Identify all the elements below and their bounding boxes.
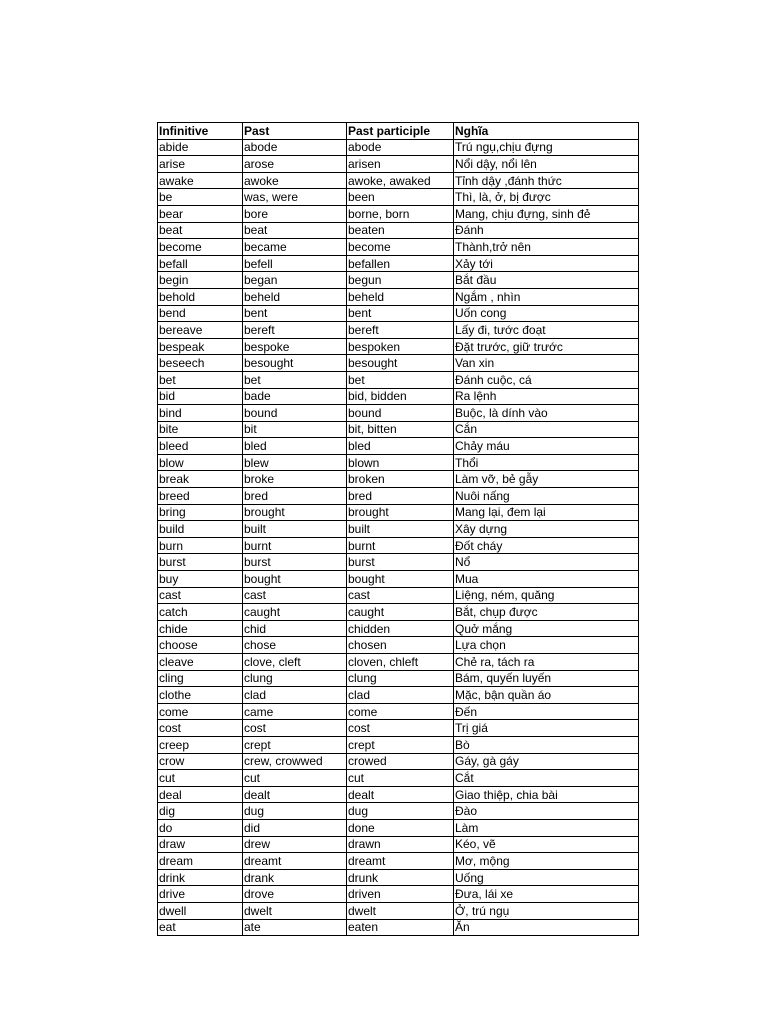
table-row — [158, 637, 639, 654]
cell-infinitive: bereave — [158, 322, 243, 339]
table-row — [158, 205, 639, 222]
cell-past-participle: bought — [347, 571, 454, 588]
cell-infinitive: bite — [158, 421, 243, 438]
cell-infinitive: dig — [158, 803, 243, 820]
cell-past-participle: crowed — [347, 753, 454, 770]
cell-meaning: Trú ngụ,chịu đựng — [454, 139, 639, 156]
table-row — [158, 305, 639, 322]
cell-infinitive: bind — [158, 405, 243, 422]
cell-infinitive: crow — [158, 753, 243, 770]
cell-meaning: Nổi dậy, nổi lên — [454, 156, 639, 173]
cell-infinitive: abide — [158, 139, 243, 156]
cell-infinitive: dwell — [158, 902, 243, 919]
cell-past: broke — [243, 471, 347, 488]
table-row — [158, 853, 639, 870]
cell-meaning: Van xin — [454, 355, 639, 372]
cell-past-participle: begun — [347, 272, 454, 289]
cell-infinitive: break — [158, 471, 243, 488]
table-row — [158, 836, 639, 853]
cell-meaning: Ngắm , nhìn — [454, 288, 639, 305]
cell-meaning: Xây dựng — [454, 521, 639, 538]
cell-infinitive: catch — [158, 604, 243, 621]
table-row — [158, 554, 639, 571]
cell-past: began — [243, 272, 347, 289]
cell-past-participle: done — [347, 819, 454, 836]
cell-past-participle: brought — [347, 504, 454, 521]
cell-meaning: Thành,trở nên — [454, 239, 639, 256]
table-row — [158, 488, 639, 505]
cell-infinitive: deal — [158, 786, 243, 803]
cell-infinitive: bid — [158, 388, 243, 405]
cell-infinitive: blow — [158, 454, 243, 471]
cell-infinitive: bespeak — [158, 338, 243, 355]
cell-infinitive: cleave — [158, 654, 243, 671]
table-header-row — [158, 123, 639, 140]
cell-past: was, were — [243, 189, 347, 206]
cell-meaning: Đào — [454, 803, 639, 820]
cell-infinitive: bring — [158, 504, 243, 521]
cell-infinitive: clothe — [158, 687, 243, 704]
cell-infinitive: burst — [158, 554, 243, 571]
table-row — [158, 322, 639, 339]
header-meaning: Nghĩa — [454, 123, 639, 140]
cell-infinitive: come — [158, 703, 243, 720]
cell-meaning: Đánh — [454, 222, 639, 239]
cell-infinitive: draw — [158, 836, 243, 853]
cell-meaning: Uốn cong — [454, 305, 639, 322]
cell-past-participle: bid, bidden — [347, 388, 454, 405]
cell-infinitive: burn — [158, 537, 243, 554]
cell-infinitive: awake — [158, 172, 243, 189]
cell-infinitive: drive — [158, 886, 243, 903]
cell-past: crept — [243, 736, 347, 753]
cell-past-participle: come — [347, 703, 454, 720]
cell-past-participle: besought — [347, 355, 454, 372]
cell-past: chid — [243, 620, 347, 637]
cell-meaning: Ở, trú ngụ — [454, 902, 639, 919]
cell-past: bound — [243, 405, 347, 422]
table-row — [158, 902, 639, 919]
cell-meaning: Lựa chọn — [454, 637, 639, 654]
cell-past: drove — [243, 886, 347, 903]
cell-past-participle: clad — [347, 687, 454, 704]
cell-past-participle: bit, bitten — [347, 421, 454, 438]
cell-meaning: Nổ — [454, 554, 639, 571]
cell-past-participle: cut — [347, 770, 454, 787]
cell-past-participle: abode — [347, 139, 454, 156]
cell-meaning: Xảy tới — [454, 255, 639, 272]
table-row — [158, 172, 639, 189]
cell-meaning: Đặt trước, giữ trước — [454, 338, 639, 355]
table-row — [158, 239, 639, 256]
table-row — [158, 819, 639, 836]
cell-past: bit — [243, 421, 347, 438]
cell-past-participle: cost — [347, 720, 454, 737]
cell-past: awoke — [243, 172, 347, 189]
cell-past: brought — [243, 504, 347, 521]
cell-past-participle: been — [347, 189, 454, 206]
cell-infinitive: chide — [158, 620, 243, 637]
cell-infinitive: become — [158, 239, 243, 256]
cell-infinitive: beseech — [158, 355, 243, 372]
cell-meaning: Bám, quyến luyến — [454, 670, 639, 687]
table-row — [158, 753, 639, 770]
cell-past-participle: cloven, chleft — [347, 654, 454, 671]
table-row — [158, 736, 639, 753]
cell-past: did — [243, 819, 347, 836]
table-row — [158, 438, 639, 455]
cell-meaning: Thì, là, ở, bị được — [454, 189, 639, 206]
table-row — [158, 869, 639, 886]
cell-past-participle: bound — [347, 405, 454, 422]
cell-infinitive: bear — [158, 205, 243, 222]
table-row — [158, 537, 639, 554]
cell-meaning: Bắt, chụp được — [454, 604, 639, 621]
cell-meaning: Giao thiệp, chia bài — [454, 786, 639, 803]
cell-infinitive: cling — [158, 670, 243, 687]
cell-infinitive: cast — [158, 587, 243, 604]
cell-past: arose — [243, 156, 347, 173]
cell-past: built — [243, 521, 347, 538]
cell-past: dreamt — [243, 853, 347, 870]
cell-past-participle: bent — [347, 305, 454, 322]
cell-past: ate — [243, 919, 347, 936]
cell-past: dealt — [243, 786, 347, 803]
cell-past: bade — [243, 388, 347, 405]
cell-meaning: Kéo, vẽ — [454, 836, 639, 853]
table-row — [158, 405, 639, 422]
cell-past: befell — [243, 255, 347, 272]
cell-infinitive: behold — [158, 288, 243, 305]
cell-meaning: Ăn — [454, 919, 639, 936]
cell-infinitive: do — [158, 819, 243, 836]
cell-meaning: Chảy máu — [454, 438, 639, 455]
cell-meaning: Đánh cuộc, cá — [454, 371, 639, 388]
cell-past: cost — [243, 720, 347, 737]
cell-past-participle: drawn — [347, 836, 454, 853]
table-row — [158, 388, 639, 405]
cell-meaning: Cắt — [454, 770, 639, 787]
cell-past-participle: eaten — [347, 919, 454, 936]
cell-past-participle: dealt — [347, 786, 454, 803]
cell-infinitive: dream — [158, 853, 243, 870]
cell-infinitive: cost — [158, 720, 243, 737]
cell-past: abode — [243, 139, 347, 156]
cell-meaning: Đến — [454, 703, 639, 720]
cell-past: dug — [243, 803, 347, 820]
cell-infinitive: drink — [158, 869, 243, 886]
cell-past-participle: caught — [347, 604, 454, 621]
table-row — [158, 886, 639, 903]
cell-past-participle: bet — [347, 371, 454, 388]
cell-past-participle: beheld — [347, 288, 454, 305]
cell-infinitive: buy — [158, 571, 243, 588]
table-row — [158, 687, 639, 704]
cell-past: beat — [243, 222, 347, 239]
table-row — [158, 720, 639, 737]
header-past: Past — [243, 123, 347, 140]
cell-past-participle: borne, born — [347, 205, 454, 222]
cell-past-participle: dreamt — [347, 853, 454, 870]
table-row — [158, 703, 639, 720]
cell-past-participle: broken — [347, 471, 454, 488]
cell-past: burnt — [243, 537, 347, 554]
cell-meaning: Quở mắng — [454, 620, 639, 637]
cell-meaning: Thổi — [454, 454, 639, 471]
irregular-verb-table — [157, 122, 639, 936]
table-row — [158, 189, 639, 206]
table-row — [158, 587, 639, 604]
cell-past: burst — [243, 554, 347, 571]
cell-infinitive: bend — [158, 305, 243, 322]
cell-meaning: Mơ, mộng — [454, 853, 639, 870]
cell-infinitive: befall — [158, 255, 243, 272]
table-row — [158, 620, 639, 637]
cell-past-participle: burnt — [347, 537, 454, 554]
cell-infinitive: arise — [158, 156, 243, 173]
table-row — [158, 504, 639, 521]
cell-infinitive: choose — [158, 637, 243, 654]
cell-past-participle: clung — [347, 670, 454, 687]
cell-meaning: Đưa, lái xe — [454, 886, 639, 903]
table-row — [158, 288, 639, 305]
cell-meaning: Cắn — [454, 421, 639, 438]
cell-past: clove, cleft — [243, 654, 347, 671]
cell-infinitive: be — [158, 189, 243, 206]
table-row — [158, 338, 639, 355]
cell-past: caught — [243, 604, 347, 621]
cell-past-participle: dwelt — [347, 902, 454, 919]
header-past-participle: Past participle — [347, 123, 454, 140]
cell-past: cut — [243, 770, 347, 787]
table-row — [158, 255, 639, 272]
cell-meaning: Mang lại, đem lại — [454, 504, 639, 521]
cell-meaning: Mặc, bận quần áo — [454, 687, 639, 704]
cell-past: bent — [243, 305, 347, 322]
header-infinitive: Infinitive — [158, 123, 243, 140]
cell-past: came — [243, 703, 347, 720]
cell-past: bred — [243, 488, 347, 505]
cell-past: chose — [243, 637, 347, 654]
cell-past: bore — [243, 205, 347, 222]
cell-meaning: Uống — [454, 869, 639, 886]
cell-past: drew — [243, 836, 347, 853]
cell-past: bled — [243, 438, 347, 455]
table-row — [158, 454, 639, 471]
cell-past-participle: drunk — [347, 869, 454, 886]
cell-past-participle: cast — [347, 587, 454, 604]
cell-meaning: Bắt đầu — [454, 272, 639, 289]
cell-meaning: Làm — [454, 819, 639, 836]
cell-past: bet — [243, 371, 347, 388]
table-row — [158, 222, 639, 239]
cell-meaning: Mua — [454, 571, 639, 588]
table-row — [158, 272, 639, 289]
cell-infinitive: creep — [158, 736, 243, 753]
table-row — [158, 919, 639, 936]
cell-past-participle: befallen — [347, 255, 454, 272]
cell-past-participle: become — [347, 239, 454, 256]
table-row — [158, 604, 639, 621]
cell-past-participle: beaten — [347, 222, 454, 239]
cell-infinitive: eat — [158, 919, 243, 936]
cell-past-participle: burst — [347, 554, 454, 571]
cell-past: dwelt — [243, 902, 347, 919]
cell-past-participle: chidden — [347, 620, 454, 637]
table-row — [158, 521, 639, 538]
cell-past-participle: arisen — [347, 156, 454, 173]
cell-meaning: Trị giá — [454, 720, 639, 737]
cell-infinitive: bleed — [158, 438, 243, 455]
cell-past: bespoke — [243, 338, 347, 355]
table-row — [158, 355, 639, 372]
cell-meaning: Đốt cháy — [454, 537, 639, 554]
cell-meaning: Tỉnh dậy ,đánh thức — [454, 172, 639, 189]
cell-past: crew, crowwed — [243, 753, 347, 770]
table-row — [158, 371, 639, 388]
table-row — [158, 421, 639, 438]
table-row — [158, 139, 639, 156]
cell-past-participle: blown — [347, 454, 454, 471]
cell-past-participle: bred — [347, 488, 454, 505]
cell-meaning: Buộc, là dính vào — [454, 405, 639, 422]
cell-meaning: Ra lệnh — [454, 388, 639, 405]
table-body — [158, 139, 639, 936]
cell-past-participle: built — [347, 521, 454, 538]
cell-infinitive: build — [158, 521, 243, 538]
cell-past: blew — [243, 454, 347, 471]
cell-past: cast — [243, 587, 347, 604]
cell-meaning: Bò — [454, 736, 639, 753]
cell-infinitive: cut — [158, 770, 243, 787]
cell-past: besought — [243, 355, 347, 372]
table-row — [158, 786, 639, 803]
cell-meaning: Lấy đi, tước đoạt — [454, 322, 639, 339]
cell-past: became — [243, 239, 347, 256]
cell-past-participle: crept — [347, 736, 454, 753]
cell-past: bought — [243, 571, 347, 588]
cell-past: beheld — [243, 288, 347, 305]
cell-infinitive: beat — [158, 222, 243, 239]
cell-past: clad — [243, 687, 347, 704]
cell-infinitive: begin — [158, 272, 243, 289]
cell-past-participle: chosen — [347, 637, 454, 654]
table-row — [158, 803, 639, 820]
cell-past-participle: bereft — [347, 322, 454, 339]
cell-meaning: Liệng, ném, quăng — [454, 587, 639, 604]
cell-meaning: Gáy, gà gáy — [454, 753, 639, 770]
cell-meaning: Làm vỡ, bẻ gẫy — [454, 471, 639, 488]
table-row — [158, 670, 639, 687]
cell-meaning: Mang, chịu đựng, sinh đẻ — [454, 205, 639, 222]
cell-infinitive: breed — [158, 488, 243, 505]
table-row — [158, 770, 639, 787]
cell-past: bereft — [243, 322, 347, 339]
table-row — [158, 571, 639, 588]
cell-past-participle: bespoken — [347, 338, 454, 355]
cell-meaning: Nuôi nấng — [454, 488, 639, 505]
cell-past-participle: driven — [347, 886, 454, 903]
cell-infinitive: bet — [158, 371, 243, 388]
table-row — [158, 471, 639, 488]
cell-past-participle: awoke, awaked — [347, 172, 454, 189]
table-row — [158, 654, 639, 671]
cell-past-participle: bled — [347, 438, 454, 455]
cell-past-participle: dug — [347, 803, 454, 820]
cell-past: drank — [243, 869, 347, 886]
cell-past: clung — [243, 670, 347, 687]
table-row — [158, 156, 639, 173]
cell-meaning: Chẻ ra, tách ra — [454, 654, 639, 671]
